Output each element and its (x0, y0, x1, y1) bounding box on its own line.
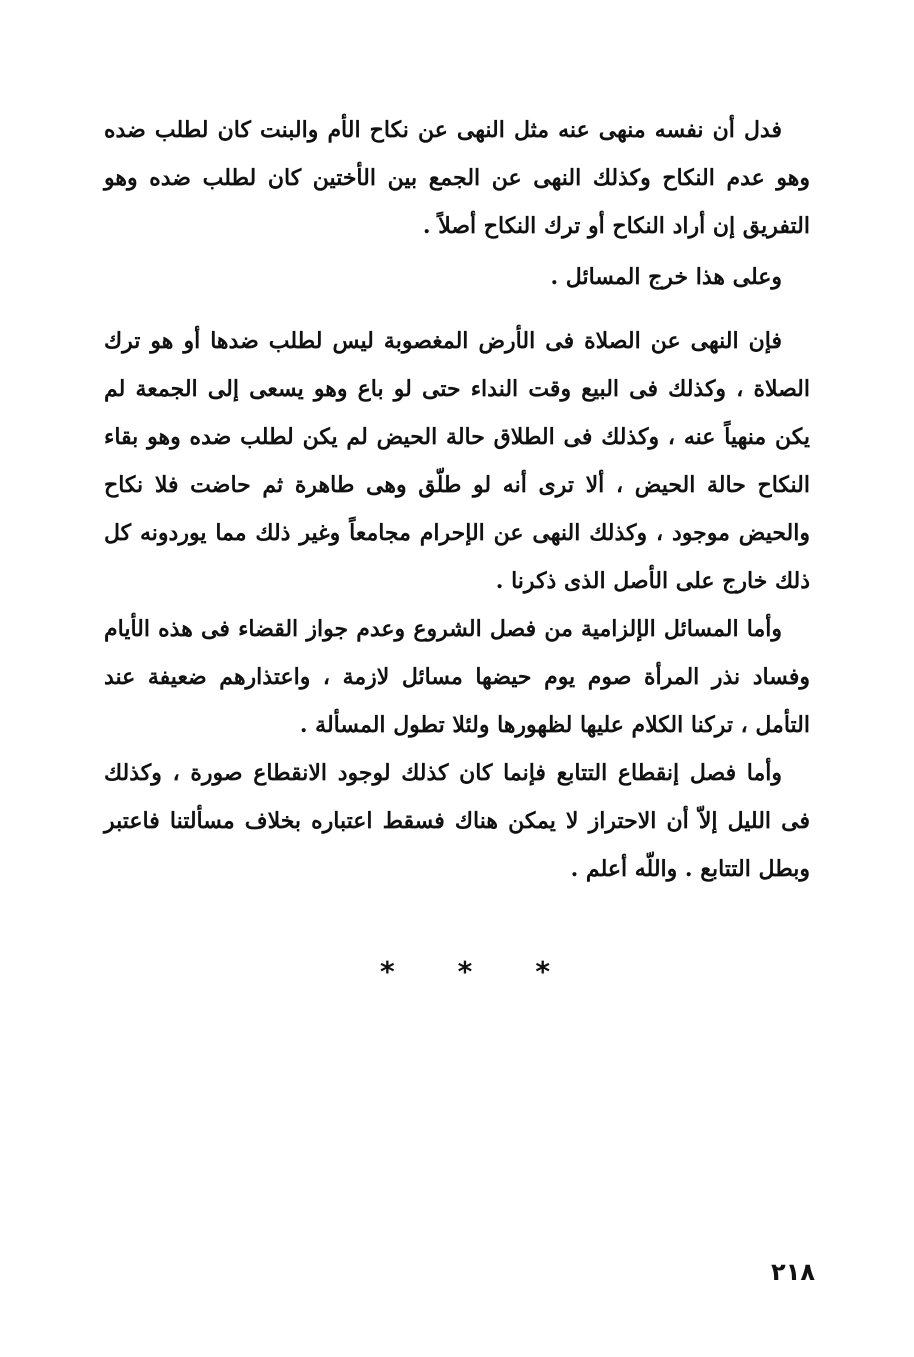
separator-asterisk: * (380, 955, 395, 988)
paragraph-text: فإن النهى عن الصلاة فى الأرض المغصوبة ليس لطلب ضدها أو هو ترك الصلاة ، وكذلك فى البيع وقت النداء حتى لو باع وهو يسعى إلى الجمعة لم يكن منهياً عنه ، وكذلك فى الطلاق حالة الحيض لم يكن لطلب ضده وهو بقاء النكاح حالة الحيض ، ألا ترى أنه لو طلّق وهى طاهرة ثم حاضت فلا نكاح والحيض موجود ، وكذلك النهى عن الإحرام مجامعاً وغير ذلك مما يوردونه كل ذلك خارج على الأصل الذى ذكرنا . (104, 328, 810, 594)
separator-asterisk: * (457, 955, 473, 988)
section-separator (380, 952, 550, 992)
paragraph-text: وعلى هذا خرج المسائل . (550, 264, 782, 290)
paragraph-text: وأما فصل إنقطاع التتابع فإنما كان كذلك لوجود الانقطاع صورة ، وكذلك فى الليل إلاّ أن الاحتراز لا يمكن هناك فسقط اعتباره بخلاف مسألتنا فاعتبر وبطل التتابع . واللّه أعلم . (104, 760, 810, 882)
paragraph-4 (104, 605, 810, 749)
paragraph-2 (104, 253, 810, 301)
page-number: ٢١٨ (771, 1258, 815, 1286)
paragraph-1 (104, 106, 810, 250)
paragraph-3 (104, 317, 810, 605)
paragraph-text: وأما المسائل الإلزامية من فصل الشروع وعدم جواز القضاء فى هذه الأيام وفساد نذر المرأة صوم يوم حيضها مسائل لازمة ، واعتذارهم ضعيفة عند التأمل ، تركنا الكلام عليها لظهورها ولئلا تطول المسألة . (104, 616, 810, 738)
separator-asterisk: * (535, 955, 550, 988)
paragraph-5 (104, 749, 810, 893)
paragraph-text: فدل أن نفسه منهى عنه مثل النهى عن نكاح الأم والبنت كان لطلب ضده وهو عدم النكاح وكذلك النهى عن الجمع بين الأختين كان لطلب ضده وهو التفريق إن أراد النكاح أو ترك النكاح أصلاً . (104, 117, 810, 239)
